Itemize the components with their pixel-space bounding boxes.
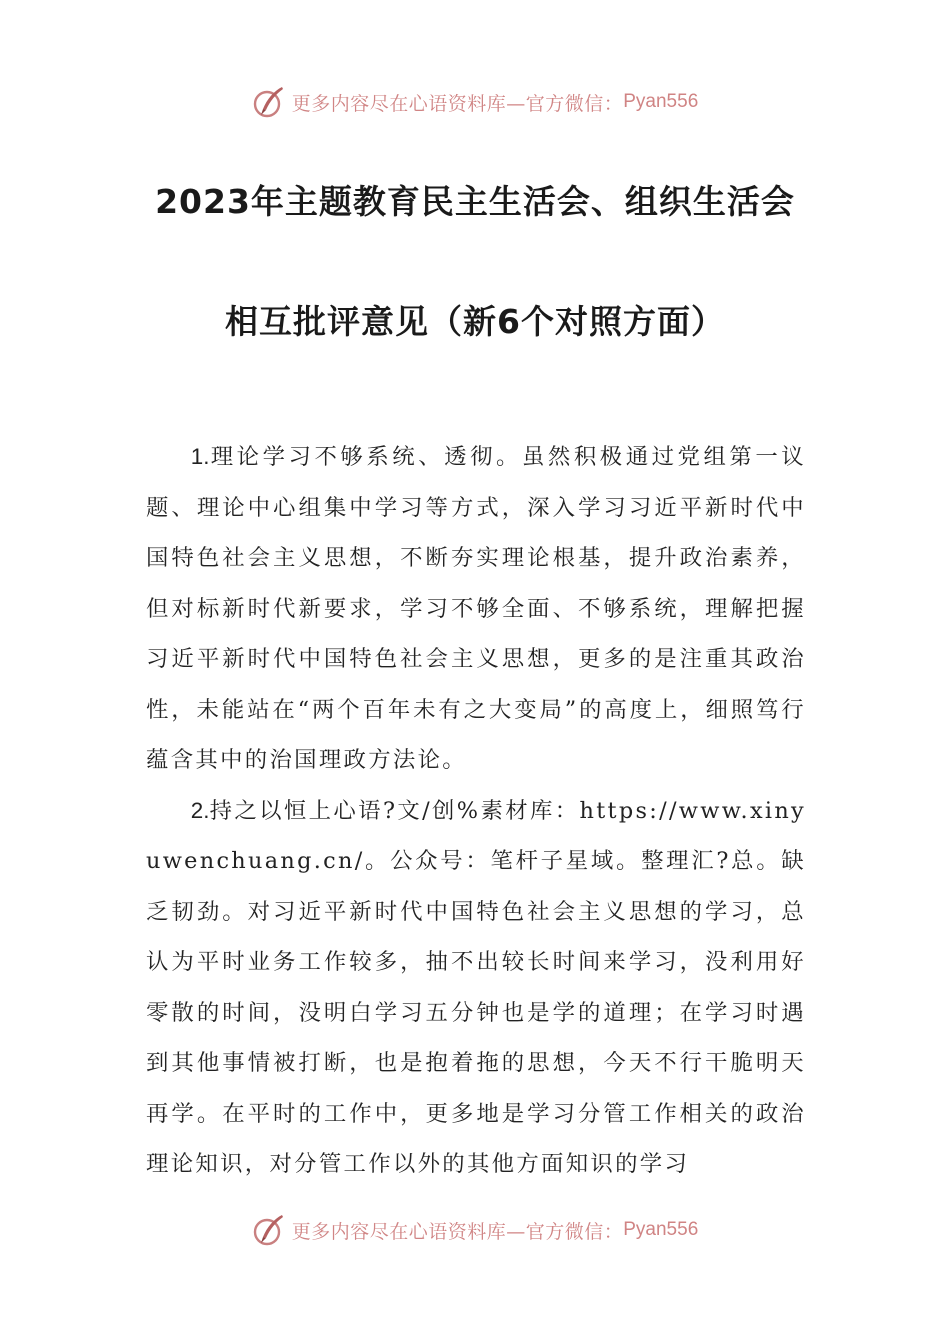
paragraph-text: 理论学习不够系统、透彻。虽然积极通过党组第一议题、理论中心组集中学习等方式，深入学习习近平新时代中国特色社会主义思想，不断夯实理论根基，提升政治素养，但对标新时代新要求，学习不够全面、不够系统，理解把握习近平新时代中国特色社会主义思想，更多的是注重其政治性，未能站在“两个百年未有之大变局”的高度上，细照笃行蕴含其中的治国理政方法论。: [146, 444, 806, 773]
document-body: [146, 432, 806, 1190]
paragraph-1: [146, 432, 806, 786]
header-wechat-id: Pyan556: [623, 91, 699, 112]
footer-banner: [0, 1210, 950, 1250]
document-title-line-2: 相互批评意见（新6个对照方面）: [225, 302, 725, 341]
document-title-line-1: 2023年主题教育民主生活会、组织生活会: [155, 182, 795, 221]
footer-banner-text: 更多内容尽在心语资料库—官方微信：: [291, 1220, 624, 1243]
paragraph-text: 持之以恒上心语?文/创%素材库：https://www.xinyuwenchuang.cn/。公众号：笔杆子星域。整理汇?总。缺乏韧劲。对习近平新时代中国特色社会主义思想的学习，总认为平时业务工作较多，抽不出较长时间来学习，没利用好零散的时间，没明白学习五分钟也是学的道理；在学习时遇到其他事情被打断，也是抱着拖的思想，今天不行干脆明天再学。在平时的工作中，更多地是学习分管工作相关的政治理论知识，对分管工作以外的其他方面知识的学习: [146, 797, 806, 1177]
paragraph-number: 2.: [190, 797, 210, 823]
quill-pen-logo-icon: [252, 1213, 286, 1247]
quill-pen-logo-icon: [252, 85, 286, 119]
header-banner: [0, 82, 950, 122]
paragraph-number: 1.: [190, 444, 210, 469]
paragraph-2: [146, 786, 806, 1190]
header-banner-text: 更多内容尽在心语资料库—官方微信：: [291, 92, 624, 115]
footer-wechat-id: Pyan556: [623, 1219, 699, 1240]
